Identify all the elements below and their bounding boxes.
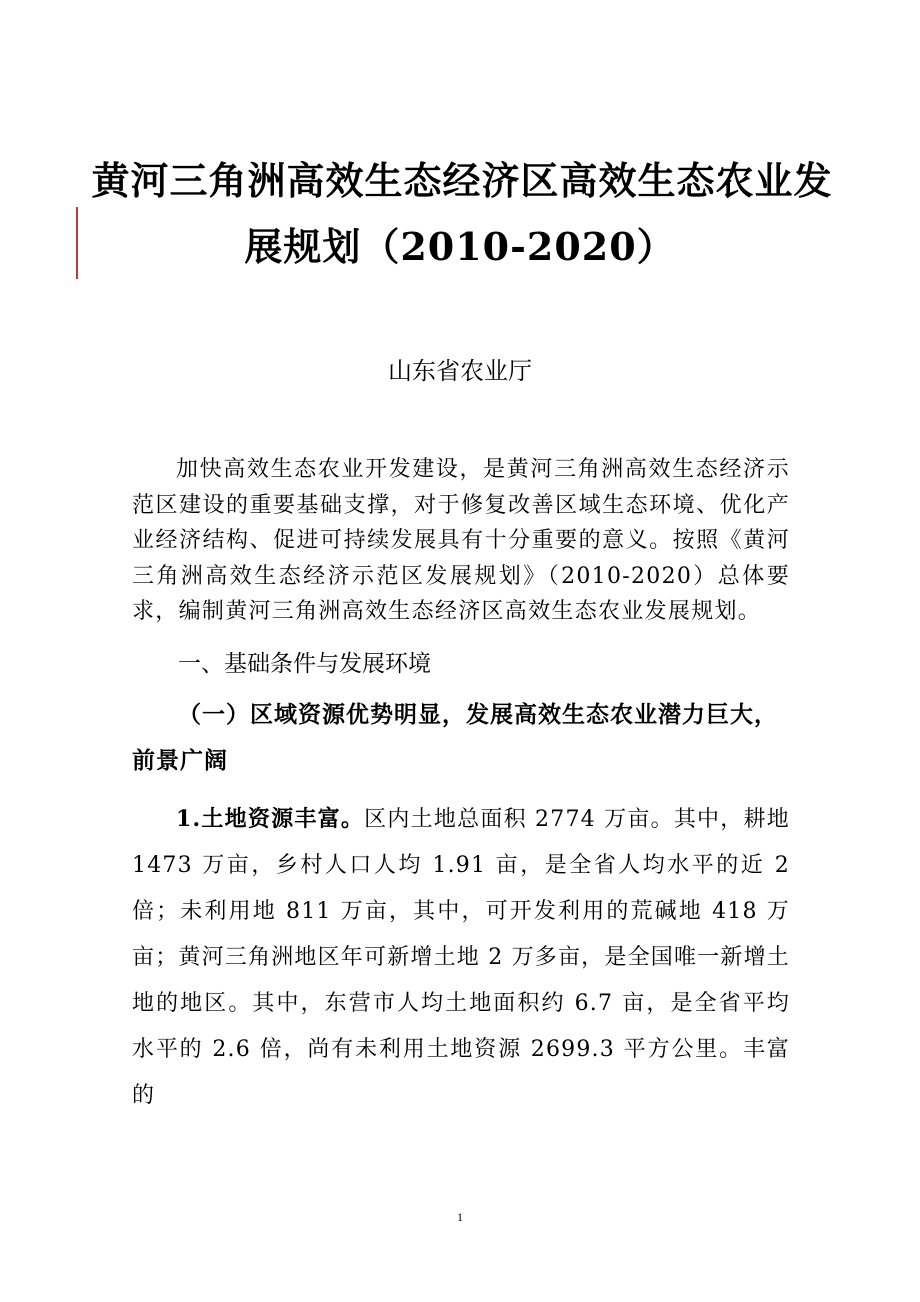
item-paragraph [132, 796, 790, 1119]
document-body [132, 452, 790, 1119]
item-text: 区内土地总面积 2774 万亩。其中，耕地 1473 万亩，乡村人口人均 1.91 亩，是全省人均水平的近 2 倍；未利用地 811 万亩，其中，可开发利用的荒碱地 418 万亩；黄河三角洲地区年可新增土地 2 万多亩，是全国唯一新增土地的地区。其中，东营市人均土地面积约 6.7 亩，是全省平均水平的 2.6 倍，尚有未利用土地资源 2699.3 平方公里。丰富的 [132, 806, 790, 1108]
document-author: 山东省农业厅 [388, 357, 532, 385]
document-title-line1: 黄河三角洲高效生态经济区高效生态农业发 [91, 158, 833, 203]
item-lead: 1.土地资源丰富。 [176, 805, 365, 832]
document-title-line2: 展规划（2010-2020） [244, 224, 676, 269]
page-number: 1 [457, 1210, 463, 1224]
intro-paragraph: 加快高效生态农业开发建设，是黄河三角洲高效生态经济示范区建设的重要基础支撑，对于修复改善区域生态环境、优化产业经济结构、促进可持续发展具有十分重要的意义。按照《黄河三角洲高效生态经济示范区发展规划》（2010-2020）总体要求，编制黄河三角洲高效生态经济区高效生态农业发展规划。 [132, 457, 790, 625]
section-heading: 一、基础条件与发展环境 [178, 650, 431, 677]
subsection-heading: （一）区域资源优势明显，发展高效生态农业潜力巨大，前景广阔 [132, 700, 778, 774]
